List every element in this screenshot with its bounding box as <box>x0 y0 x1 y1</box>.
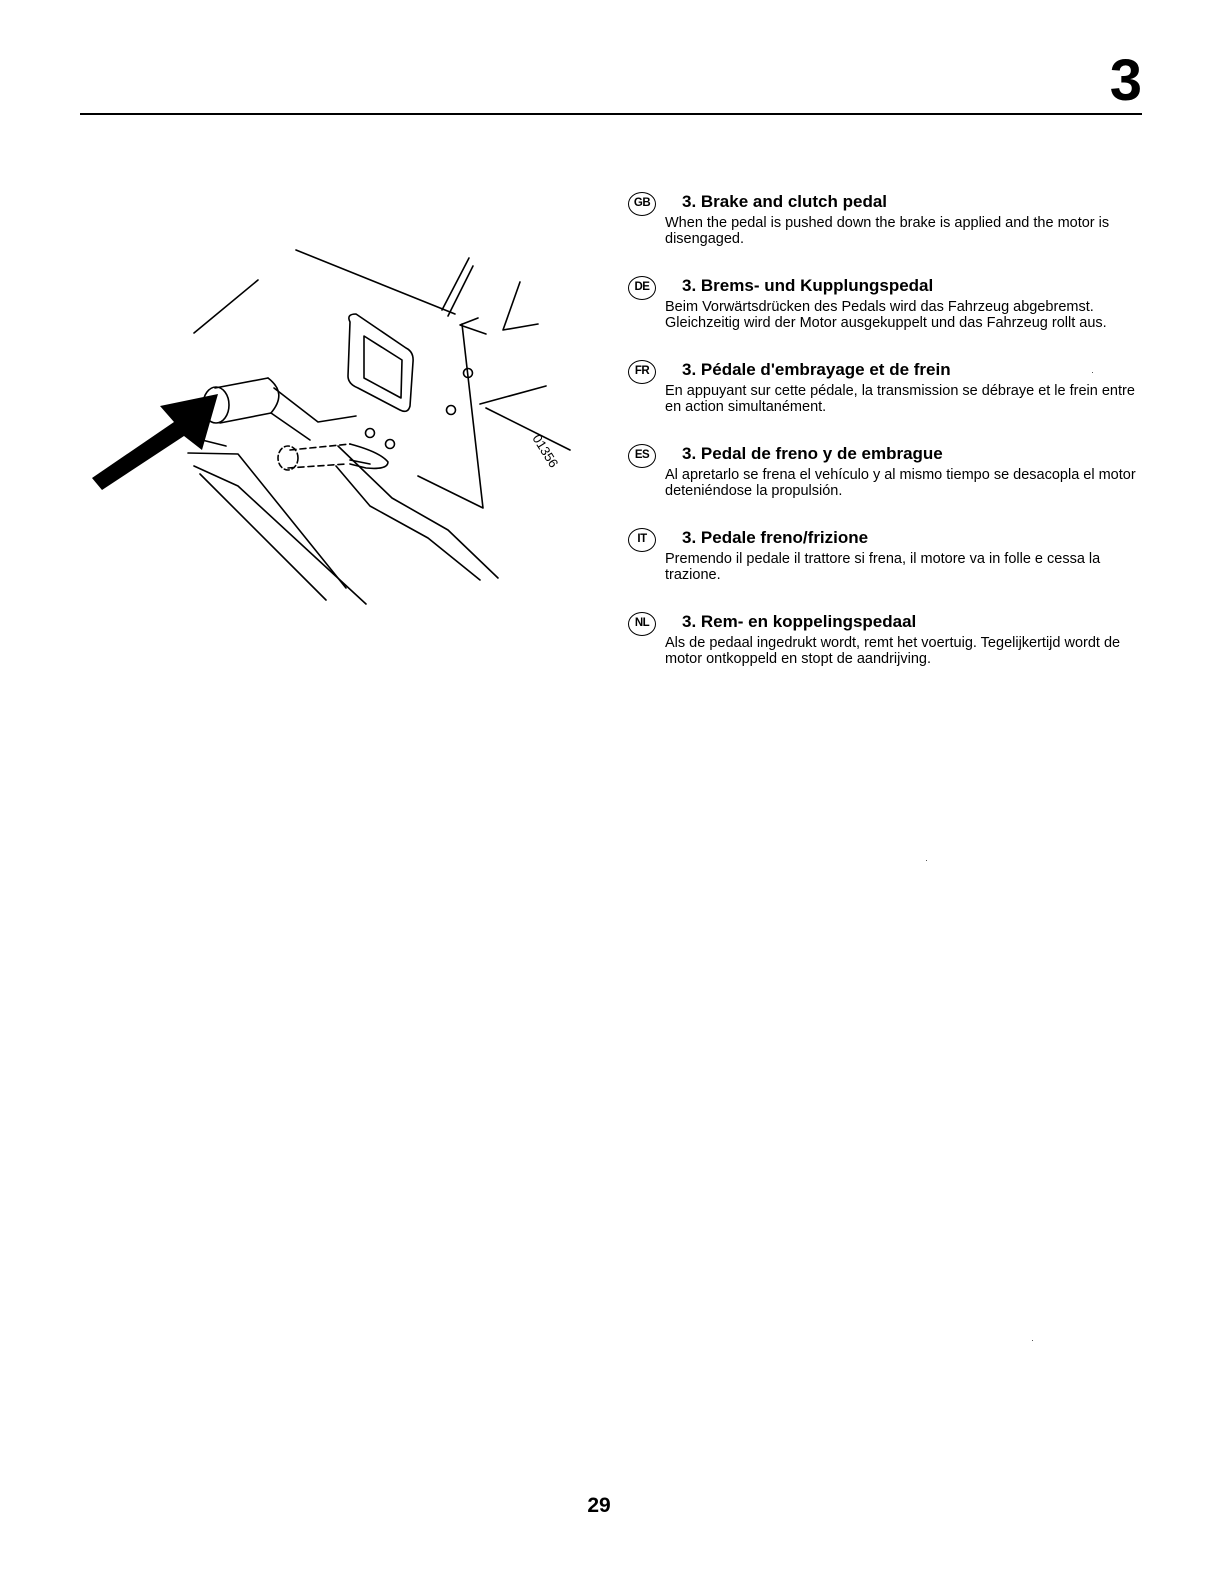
pointing-arrow-icon <box>92 394 218 490</box>
de-language-icon: DE <box>628 276 656 300</box>
chapter-number: 3 <box>1109 48 1142 113</box>
section-title: 3. Pedale freno/frizione <box>682 528 869 547</box>
scan-speck <box>1092 372 1093 373</box>
section-fr <box>628 358 1148 415</box>
section-nl <box>628 610 1148 667</box>
figure-code: 01356 <box>529 431 562 471</box>
pedal-illustration <box>88 238 588 620</box>
fr-language-icon: FR <box>628 360 656 384</box>
section-it <box>628 526 1148 583</box>
section-body: Als de pedaal ingedrukt wordt, remt het voertuig. Tegelijkertijd wordt de motor ontkoppeld en stopt de aandrijving. <box>665 635 1121 667</box>
section-title: 3. Pedal de freno y de embrague <box>682 444 943 463</box>
section-title: 3. Brems- und Kupplungspedal <box>682 276 934 295</box>
language-sections <box>628 190 1148 694</box>
section-title: 3. Rem- en koppelingspedaal <box>682 612 917 631</box>
scan-speck <box>926 860 927 861</box>
it-language-icon: IT <box>628 528 656 552</box>
nl-language-icon: NL <box>628 612 656 636</box>
section-title: 3. Pédale d'embrayage et de frein <box>682 360 951 379</box>
section-body: Al apretarlo se frena el vehículo y al mismo tiempo se desacopla el motor deteniéndose la propulsión. <box>665 467 1136 499</box>
section-body: Premendo il pedale il trattore si frena, il motore va in folle e cessa la trazione. <box>665 551 1101 583</box>
section-body: Beim Vorwärtsdrücken des Pedals wird das Fahrzeug abgebremst. Gleichzeitig wird der Motor ausgekuppelt und das Fahrzeug rollt aus. <box>665 299 1107 331</box>
page-number: 29 <box>587 1494 611 1517</box>
section-de <box>628 274 1148 331</box>
scan-speck <box>1032 1340 1033 1341</box>
section-title: 3. Brake and clutch pedal <box>682 192 888 211</box>
section-gb <box>628 190 1148 247</box>
section-body: When the pedal is pushed down the brake is applied and the motor is disengaged. <box>665 215 1110 247</box>
gb-language-icon: GB <box>628 192 656 216</box>
section-es <box>628 442 1148 499</box>
header-rule <box>80 113 1142 115</box>
section-body: En appuyant sur cette pédale, la transmission se débraye et le frein entre en action simultanément. <box>665 383 1135 415</box>
es-language-icon: ES <box>628 444 656 468</box>
